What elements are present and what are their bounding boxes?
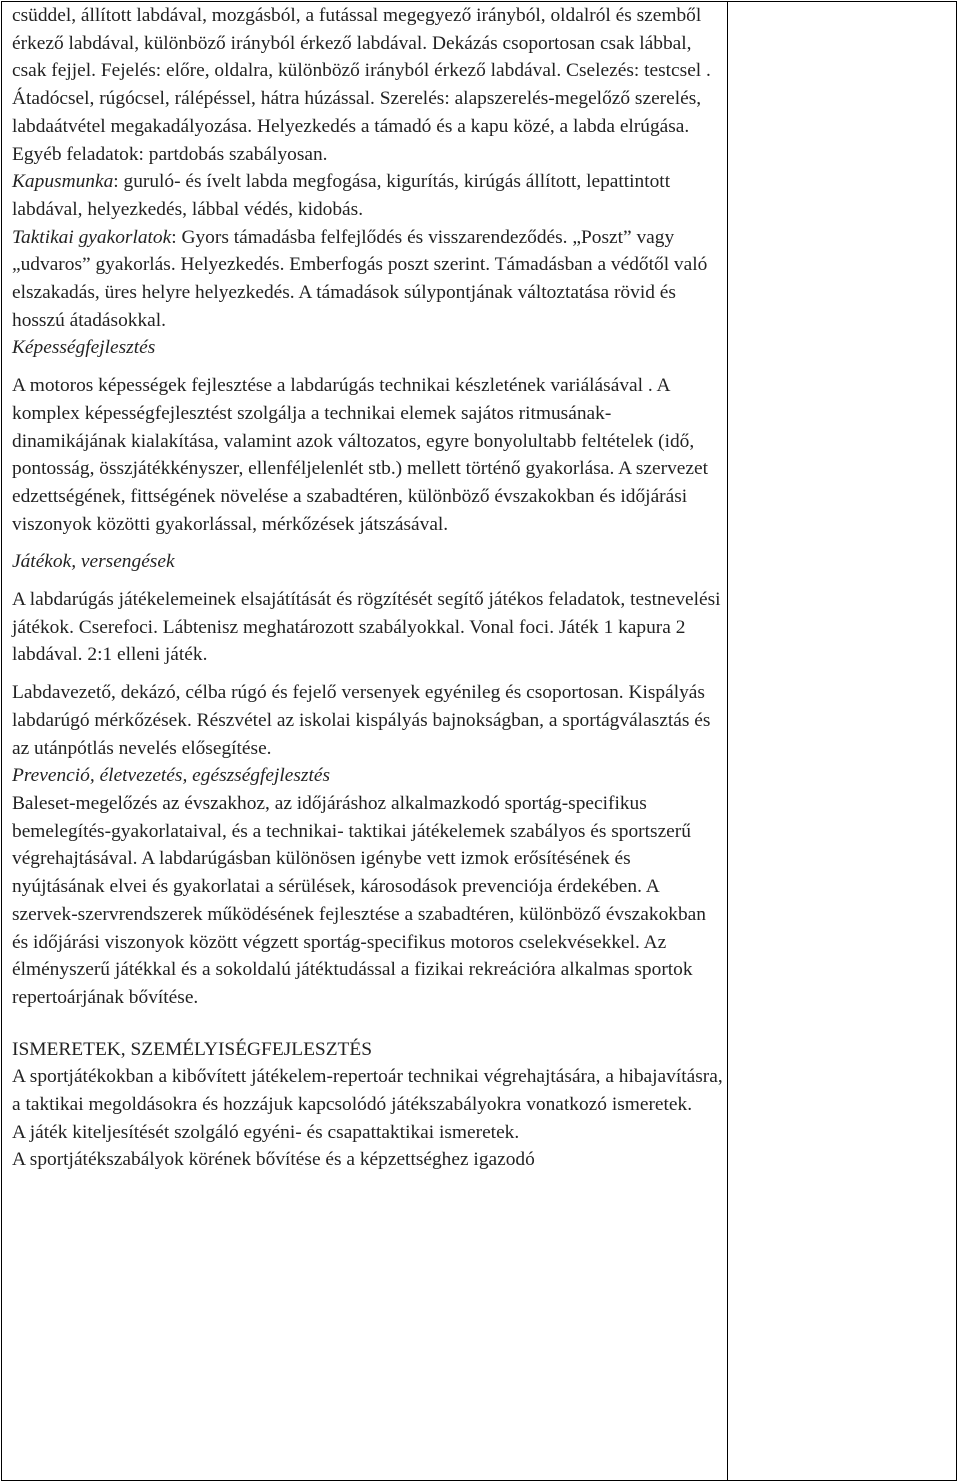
paragraph-goalkeeping bbox=[12, 168, 724, 223]
paragraph-games: A labdarúgás játékelemeinek elsajátítását és rögzítését segítő játékos feladatok, testnevelési játékok. Cserefoci. Lábtenisz meghatározott szabályokkal. Vonal foci. Játék 1 kapura 2 labdával. 2:1 elleni játék. bbox=[12, 589, 721, 666]
heading-skill-development: Képességfejlesztés bbox=[12, 337, 156, 359]
left-cell-content bbox=[12, 2, 724, 1174]
paragraph-competitions: Labdavezető, dekázó, célba rúgó és fejelő versenyek egyénileg és csoportosan. Kispályás labdarúgó mérkőzések. Részvétel az iskolai kispályás bajnokságban, a sportágválasztás és az utánpótlás nevelés elősegítése. bbox=[12, 682, 711, 759]
goalkeeping-text: : guruló- és ívelt labda megfogása, kigurítás, kirúgás állított, lepattintott labdával, helyezkedés, lábbal védés, kidobás. bbox=[12, 171, 671, 220]
paragraph-technique: csüddel, állított labdával, mozgásból, a futással megegyező irányból, oldalról és szemből érkező labdával, különböző irányból érkező labdával. Dekázás csoportosan csak lábbal, csak fejjel. Fejelés: előre, oldalra, különböző irányból érkező labdával. Cselezés: testcsel . Átadócsel, rúgócsel, rálépéssel, hátra húzással. Szerelés: alapszerelés-megelőző szerelés, labdaátvétel megakadályozása. Helyezkedés a támadó és a kapu közé, a labda elrúgása. Egyéb feladatok: partdobás szabályosan. bbox=[12, 5, 711, 165]
paragraph-knowledge-2: A játék kiteljesítését szolgáló egyéni- és csapattaktikai ismeretek. bbox=[12, 1121, 520, 1143]
paragraph-skill-development: A motoros képességek fejlesztése a labdarúgás technikai készletének variálásával . A komplex képességfejlesztést szolgálja a technikai elemek sajátos ritmusának-dinamikájának kialakítása, valamint azok változatos, egyre bonyolultabb feltételek (idő, pontosság, összjátékkényszer, ellenféljelenlét stb.) mellett történő gyakorlása. A szervezet edzettségének, fittségének növelése a szabadtéren, különböző évszakokban és időjárási viszonyok közötti gyakorlással, mérkőzések játszásával. bbox=[12, 375, 708, 535]
heading-knowledge: ISMERETEK, SZEMÉLYISÉGFEJLESZTÉS bbox=[12, 1038, 373, 1060]
paragraph-knowledge-1: A sportjátékokban a kibővített játékelem-repertoár technikai végrehajtására, a hibajavításra, a taktikai megoldásokra és hozzájuk kapcsolódó játékszabályokra vonatkozó ismeretek. bbox=[12, 1066, 723, 1116]
paragraph-tactics bbox=[12, 224, 724, 335]
goalkeeping-label: Kapusmunka bbox=[12, 171, 114, 193]
heading-games: Játékok, versengések bbox=[12, 551, 175, 573]
right-empty-cell bbox=[728, 2, 956, 1480]
tactics-label: Taktikai gyakorlatok bbox=[12, 226, 172, 248]
tactics-text: : Gyors támadásba felfejlődés és visszarendeződés. „Poszt” vagy „udvaros” gyakorlás. Helyezkedés. Emberfogás poszt szerint. Támadásban a védőtől való elszakadás, üres helyre helyezkedés. A támadások súlypontjának változtatása rövid és hosszú átadásokkal. bbox=[12, 226, 708, 331]
content-table bbox=[1, 1, 957, 1481]
heading-prevention: Prevenció, életvezetés, egészségfejlesztés bbox=[12, 765, 331, 787]
paragraph-knowledge-3: A sportjátékszabályok körének bővítése és a képzettséghez igazodó bbox=[12, 1149, 535, 1171]
paragraph-prevention: Baleset-megelőzés az évszakhoz, az időjáráshoz alkalmazkodó sportág-specifikus bemelegítés-gyakorlataival, és a technikai- taktikai játékelemek szabályos és sportszerű végrehajtásával. A labdarúgásban különösen igénybe vett izmok erősítésének és nyújtásának elvei és gyakorlatai a sérülések, károsodások prevenciója érdekében. A szervek-szervrendszerek működésének fejlesztése a szabadtéren, különböző évszakokban és időjárási viszonyok között végzett sportág-specifikus motoros cselekvésekkel. Az élményszerű játékkal és a sokoldalú játéktudással a fizikai rekreációra alkalmas sportok repertoárjának bővítése. bbox=[12, 792, 706, 1008]
